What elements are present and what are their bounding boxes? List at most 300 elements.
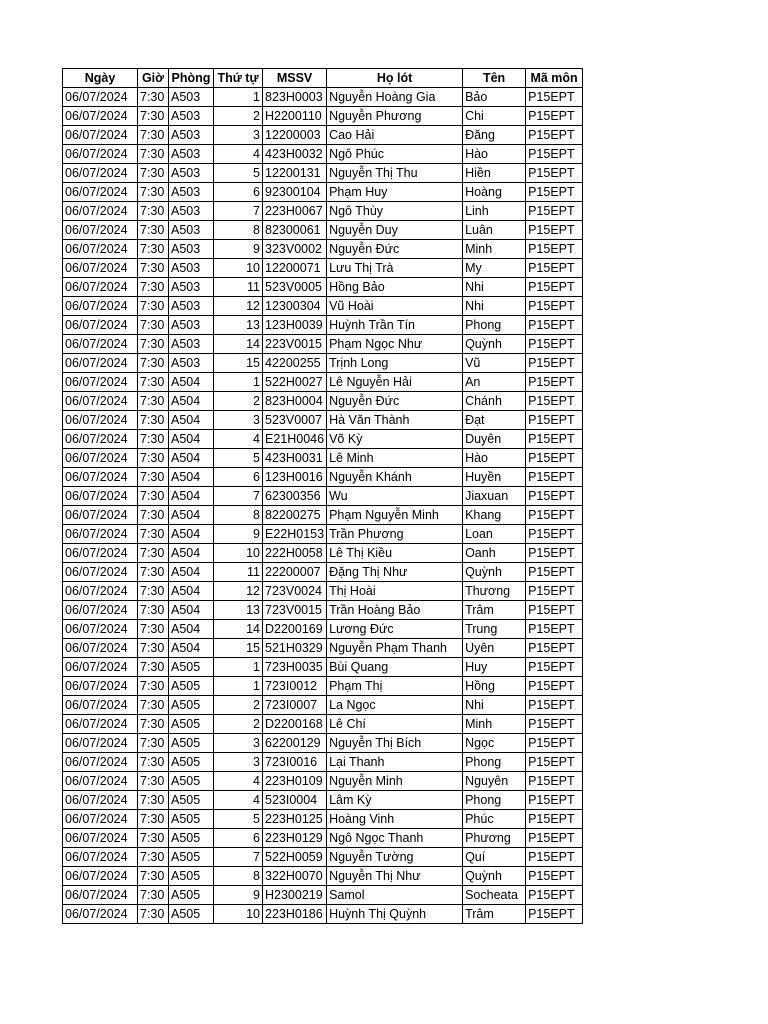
cell-course-code: P15EPT (526, 525, 583, 544)
cell-surname: Nguyễn Đức (327, 392, 463, 411)
cell-surname: Nguyễn Duy (327, 221, 463, 240)
cell-course-code: P15EPT (526, 601, 583, 620)
cell-student-id: 523V0005 (263, 278, 327, 297)
cell-given-name: Phong (463, 791, 526, 810)
cell-student-id: 223H0129 (263, 829, 327, 848)
cell-course-code: P15EPT (526, 354, 583, 373)
cell-date: 06/07/2024 (63, 886, 138, 905)
cell-time: 7:30 (138, 88, 169, 107)
cell-date: 06/07/2024 (63, 335, 138, 354)
cell-room: A504 (169, 430, 214, 449)
cell-order: 11 (214, 563, 263, 582)
cell-student-id: 82300061 (263, 221, 327, 240)
cell-room: A505 (169, 677, 214, 696)
cell-time: 7:30 (138, 278, 169, 297)
table-body (63, 88, 583, 924)
cell-given-name: Oanh (463, 544, 526, 563)
table-row (63, 221, 583, 240)
cell-date: 06/07/2024 (63, 297, 138, 316)
cell-room: A503 (169, 221, 214, 240)
cell-given-name: Thương (463, 582, 526, 601)
cell-room: A505 (169, 696, 214, 715)
cell-order: 9 (214, 525, 263, 544)
table-row (63, 506, 583, 525)
cell-room: A504 (169, 506, 214, 525)
cell-room: A504 (169, 468, 214, 487)
cell-time: 7:30 (138, 867, 169, 886)
header-row (63, 69, 583, 88)
cell-surname: Nguyễn Khánh (327, 468, 463, 487)
table-row (63, 449, 583, 468)
cell-course-code: P15EPT (526, 107, 583, 126)
cell-given-name: Chi (463, 107, 526, 126)
cell-student-id: H2300219 (263, 886, 327, 905)
cell-room: A505 (169, 772, 214, 791)
cell-time: 7:30 (138, 601, 169, 620)
table-row (63, 392, 583, 411)
cell-room: A504 (169, 620, 214, 639)
cell-time: 7:30 (138, 354, 169, 373)
cell-time: 7:30 (138, 449, 169, 468)
cell-surname: Trần Phương (327, 525, 463, 544)
table-row (63, 639, 583, 658)
cell-time: 7:30 (138, 563, 169, 582)
cell-given-name: Nhi (463, 278, 526, 297)
table-row (63, 620, 583, 639)
cell-surname: Lê Nguyễn Hải (327, 373, 463, 392)
cell-given-name: Vũ (463, 354, 526, 373)
cell-order: 5 (214, 449, 263, 468)
cell-student-id: 12300304 (263, 297, 327, 316)
cell-order: 4 (214, 145, 263, 164)
table-row (63, 791, 583, 810)
cell-date: 06/07/2024 (63, 183, 138, 202)
header-course-code: Mã môn (526, 69, 583, 88)
cell-time: 7:30 (138, 145, 169, 164)
cell-time: 7:30 (138, 658, 169, 677)
cell-time: 7:30 (138, 734, 169, 753)
cell-time: 7:30 (138, 240, 169, 259)
cell-given-name: Nhi (463, 696, 526, 715)
cell-given-name: Quỳnh (463, 335, 526, 354)
cell-room: A503 (169, 316, 214, 335)
cell-course-code: P15EPT (526, 753, 583, 772)
header-time: Giờ (138, 69, 169, 88)
cell-order: 11 (214, 278, 263, 297)
cell-surname: Ngô Thùy (327, 202, 463, 221)
cell-given-name: Đăng (463, 126, 526, 145)
cell-time: 7:30 (138, 487, 169, 506)
cell-date: 06/07/2024 (63, 202, 138, 221)
cell-course-code: P15EPT (526, 126, 583, 145)
cell-course-code: P15EPT (526, 316, 583, 335)
cell-room: A505 (169, 829, 214, 848)
table-row (63, 430, 583, 449)
header-student-id: MSSV (263, 69, 327, 88)
cell-room: A505 (169, 715, 214, 734)
cell-course-code: P15EPT (526, 791, 583, 810)
cell-surname: Nguyễn Phương (327, 107, 463, 126)
table-row (63, 468, 583, 487)
cell-surname: Vũ Hoài (327, 297, 463, 316)
cell-order: 1 (214, 658, 263, 677)
header-order: Thứ tự (214, 69, 263, 88)
cell-given-name: My (463, 259, 526, 278)
cell-date: 06/07/2024 (63, 449, 138, 468)
cell-surname: Nguyễn Thị Thu (327, 164, 463, 183)
cell-student-id: 522H0059 (263, 848, 327, 867)
cell-course-code: P15EPT (526, 240, 583, 259)
cell-order: 6 (214, 183, 263, 202)
cell-student-id: 62300356 (263, 487, 327, 506)
cell-given-name: Socheata (463, 886, 526, 905)
cell-date: 06/07/2024 (63, 563, 138, 582)
header-surname: Họ lót (327, 69, 463, 88)
cell-surname: Lê Thị Kiều (327, 544, 463, 563)
cell-room: A504 (169, 373, 214, 392)
cell-surname: Nguyễn Minh (327, 772, 463, 791)
cell-order: 15 (214, 639, 263, 658)
cell-student-id: H2200110 (263, 107, 327, 126)
cell-room: A504 (169, 563, 214, 582)
cell-time: 7:30 (138, 506, 169, 525)
table-row (63, 696, 583, 715)
cell-given-name: An (463, 373, 526, 392)
cell-course-code: P15EPT (526, 278, 583, 297)
table-row (63, 582, 583, 601)
cell-date: 06/07/2024 (63, 373, 138, 392)
cell-surname: Hà Văn Thành (327, 411, 463, 430)
cell-course-code: P15EPT (526, 468, 583, 487)
cell-time: 7:30 (138, 430, 169, 449)
cell-date: 06/07/2024 (63, 506, 138, 525)
cell-course-code: P15EPT (526, 221, 583, 240)
cell-surname: Phạm Thị (327, 677, 463, 696)
cell-time: 7:30 (138, 905, 169, 924)
cell-date: 06/07/2024 (63, 278, 138, 297)
cell-order: 8 (214, 867, 263, 886)
cell-room: A503 (169, 126, 214, 145)
cell-given-name: Phúc (463, 810, 526, 829)
table-row (63, 848, 583, 867)
header-room: Phòng (169, 69, 214, 88)
table-row (63, 411, 583, 430)
table-row (63, 202, 583, 221)
cell-given-name: Nguyên (463, 772, 526, 791)
cell-student-id: 22200007 (263, 563, 327, 582)
cell-given-name: Trâm (463, 601, 526, 620)
cell-date: 06/07/2024 (63, 582, 138, 601)
table-row (63, 886, 583, 905)
cell-room: A505 (169, 905, 214, 924)
cell-course-code: P15EPT (526, 392, 583, 411)
cell-room: A503 (169, 278, 214, 297)
cell-date: 06/07/2024 (63, 259, 138, 278)
cell-student-id: 223H0109 (263, 772, 327, 791)
cell-order: 4 (214, 772, 263, 791)
cell-room: A503 (169, 107, 214, 126)
cell-surname: Nguyễn Phạm Thanh (327, 639, 463, 658)
cell-date: 06/07/2024 (63, 392, 138, 411)
cell-student-id: 723V0024 (263, 582, 327, 601)
table-row (63, 354, 583, 373)
cell-room: A503 (169, 164, 214, 183)
cell-date: 06/07/2024 (63, 715, 138, 734)
cell-room: A505 (169, 753, 214, 772)
cell-surname: Nguyễn Thị Bích (327, 734, 463, 753)
cell-surname: Phạm Huy (327, 183, 463, 202)
table-row (63, 259, 583, 278)
cell-room: A503 (169, 88, 214, 107)
cell-student-id: 62200129 (263, 734, 327, 753)
cell-course-code: P15EPT (526, 544, 583, 563)
cell-date: 06/07/2024 (63, 772, 138, 791)
cell-room: A503 (169, 145, 214, 164)
cell-room: A504 (169, 525, 214, 544)
cell-time: 7:30 (138, 544, 169, 563)
cell-order: 3 (214, 753, 263, 772)
cell-course-code: P15EPT (526, 373, 583, 392)
cell-time: 7:30 (138, 886, 169, 905)
cell-time: 7:30 (138, 183, 169, 202)
cell-surname: Nguyễn Hoàng Gia (327, 88, 463, 107)
table-row (63, 126, 583, 145)
cell-order: 7 (214, 202, 263, 221)
cell-room: A503 (169, 259, 214, 278)
cell-surname: Huỳnh Thị Quỳnh (327, 905, 463, 924)
cell-course-code: P15EPT (526, 88, 583, 107)
cell-room: A504 (169, 449, 214, 468)
cell-given-name: Loan (463, 525, 526, 544)
cell-room: A503 (169, 335, 214, 354)
cell-room: A505 (169, 848, 214, 867)
cell-student-id: 12200131 (263, 164, 327, 183)
table-row (63, 905, 583, 924)
cell-student-id: 522H0027 (263, 373, 327, 392)
cell-time: 7:30 (138, 715, 169, 734)
cell-course-code: P15EPT (526, 867, 583, 886)
cell-room: A505 (169, 791, 214, 810)
cell-surname: Hồng Bảo (327, 278, 463, 297)
cell-order: 13 (214, 601, 263, 620)
table-row (63, 335, 583, 354)
cell-order: 3 (214, 126, 263, 145)
cell-course-code: P15EPT (526, 639, 583, 658)
cell-room: A505 (169, 810, 214, 829)
cell-surname: Thị Hoài (327, 582, 463, 601)
cell-date: 06/07/2024 (63, 829, 138, 848)
cell-room: A503 (169, 240, 214, 259)
cell-course-code: P15EPT (526, 202, 583, 221)
cell-date: 06/07/2024 (63, 791, 138, 810)
cell-surname: Nguyễn Thị Như (327, 867, 463, 886)
cell-order: 8 (214, 221, 263, 240)
cell-room: A504 (169, 411, 214, 430)
cell-date: 06/07/2024 (63, 411, 138, 430)
cell-room: A503 (169, 202, 214, 221)
cell-course-code: P15EPT (526, 696, 583, 715)
cell-given-name: Phong (463, 316, 526, 335)
table-row (63, 867, 583, 886)
cell-course-code: P15EPT (526, 259, 583, 278)
cell-student-id: 723V0015 (263, 601, 327, 620)
cell-date: 06/07/2024 (63, 468, 138, 487)
cell-date: 06/07/2024 (63, 867, 138, 886)
cell-date: 06/07/2024 (63, 544, 138, 563)
cell-time: 7:30 (138, 392, 169, 411)
cell-student-id: 123H0039 (263, 316, 327, 335)
table-row (63, 601, 583, 620)
cell-given-name: Phương (463, 829, 526, 848)
cell-surname: Đặng Thị Như (327, 563, 463, 582)
cell-room: A504 (169, 582, 214, 601)
cell-course-code: P15EPT (526, 582, 583, 601)
cell-time: 7:30 (138, 848, 169, 867)
cell-course-code: P15EPT (526, 449, 583, 468)
cell-room: A504 (169, 544, 214, 563)
cell-course-code: P15EPT (526, 734, 583, 753)
cell-student-id: 92300104 (263, 183, 327, 202)
cell-student-id: 823H0004 (263, 392, 327, 411)
header-given-name: Tên (463, 69, 526, 88)
cell-student-id: 222H0058 (263, 544, 327, 563)
table-row (63, 658, 583, 677)
cell-surname: Lê Chí (327, 715, 463, 734)
cell-surname: Trần Hoàng Bảo (327, 601, 463, 620)
cell-course-code: P15EPT (526, 848, 583, 867)
cell-student-id: 123H0016 (263, 468, 327, 487)
cell-surname: Bùi Quang (327, 658, 463, 677)
cell-order: 3 (214, 411, 263, 430)
table-row (63, 525, 583, 544)
cell-course-code: P15EPT (526, 164, 583, 183)
cell-surname: Lê Minh (327, 449, 463, 468)
cell-student-id: 322H0070 (263, 867, 327, 886)
cell-surname: Lương Đức (327, 620, 463, 639)
cell-course-code: P15EPT (526, 145, 583, 164)
cell-surname: Lưu Thị Trà (327, 259, 463, 278)
cell-surname: Huỳnh Trần Tín (327, 316, 463, 335)
table-row (63, 753, 583, 772)
cell-given-name: Ngọc (463, 734, 526, 753)
cell-order: 4 (214, 791, 263, 810)
table-row (63, 810, 583, 829)
cell-order: 4 (214, 430, 263, 449)
cell-student-id: 823H0003 (263, 88, 327, 107)
cell-room: A503 (169, 183, 214, 202)
cell-order: 6 (214, 829, 263, 848)
cell-time: 7:30 (138, 164, 169, 183)
cell-date: 06/07/2024 (63, 810, 138, 829)
cell-date: 06/07/2024 (63, 525, 138, 544)
cell-date: 06/07/2024 (63, 164, 138, 183)
cell-room: A503 (169, 297, 214, 316)
header-date: Ngày (63, 69, 138, 88)
cell-student-id: 523I0004 (263, 791, 327, 810)
cell-date: 06/07/2024 (63, 696, 138, 715)
cell-student-id: 723I0016 (263, 753, 327, 772)
cell-order: 7 (214, 848, 263, 867)
table-row (63, 164, 583, 183)
cell-course-code: P15EPT (526, 563, 583, 582)
cell-given-name: Trung (463, 620, 526, 639)
cell-surname: Trịnh Long (327, 354, 463, 373)
cell-time: 7:30 (138, 696, 169, 715)
cell-order: 7 (214, 487, 263, 506)
cell-time: 7:30 (138, 373, 169, 392)
cell-given-name: Nhi (463, 297, 526, 316)
cell-order: 2 (214, 392, 263, 411)
cell-order: 10 (214, 905, 263, 924)
cell-given-name: Hào (463, 145, 526, 164)
cell-time: 7:30 (138, 753, 169, 772)
cell-given-name: Huy (463, 658, 526, 677)
table-row (63, 715, 583, 734)
cell-given-name: Quỳnh (463, 867, 526, 886)
cell-student-id: D2200168 (263, 715, 327, 734)
table-row (63, 544, 583, 563)
cell-surname: Ngô Ngọc Thanh (327, 829, 463, 848)
cell-course-code: P15EPT (526, 297, 583, 316)
cell-time: 7:30 (138, 335, 169, 354)
cell-course-code: P15EPT (526, 772, 583, 791)
cell-given-name: Uyên (463, 639, 526, 658)
cell-room: A504 (169, 601, 214, 620)
cell-order: 5 (214, 810, 263, 829)
cell-given-name: Chánh (463, 392, 526, 411)
cell-time: 7:30 (138, 829, 169, 848)
cell-course-code: P15EPT (526, 506, 583, 525)
cell-room: A504 (169, 392, 214, 411)
cell-student-id: E21H0046 (263, 430, 327, 449)
cell-time: 7:30 (138, 221, 169, 240)
cell-order: 1 (214, 88, 263, 107)
cell-student-id: 223H0186 (263, 905, 327, 924)
cell-student-id: 723I0007 (263, 696, 327, 715)
cell-time: 7:30 (138, 126, 169, 145)
cell-date: 06/07/2024 (63, 753, 138, 772)
cell-time: 7:30 (138, 525, 169, 544)
cell-given-name: Huyền (463, 468, 526, 487)
cell-given-name: Quỳnh (463, 563, 526, 582)
cell-date: 06/07/2024 (63, 221, 138, 240)
cell-date: 06/07/2024 (63, 316, 138, 335)
cell-course-code: P15EPT (526, 183, 583, 202)
cell-surname: Samol (327, 886, 463, 905)
cell-student-id: 523V0007 (263, 411, 327, 430)
cell-given-name: Khang (463, 506, 526, 525)
cell-order: 5 (214, 164, 263, 183)
cell-given-name: Minh (463, 715, 526, 734)
cell-surname: Wu (327, 487, 463, 506)
cell-course-code: P15EPT (526, 677, 583, 696)
cell-course-code: P15EPT (526, 487, 583, 506)
cell-date: 06/07/2024 (63, 905, 138, 924)
cell-student-id: 723H0035 (263, 658, 327, 677)
cell-given-name: Linh (463, 202, 526, 221)
cell-room: A503 (169, 354, 214, 373)
cell-date: 06/07/2024 (63, 639, 138, 658)
table-row (63, 240, 583, 259)
cell-order: 12 (214, 297, 263, 316)
cell-course-code: P15EPT (526, 886, 583, 905)
cell-student-id: 223V0015 (263, 335, 327, 354)
cell-date: 06/07/2024 (63, 848, 138, 867)
cell-given-name: Duyên (463, 430, 526, 449)
table-row (63, 183, 583, 202)
cell-student-id: 223H0125 (263, 810, 327, 829)
table-row (63, 772, 583, 791)
